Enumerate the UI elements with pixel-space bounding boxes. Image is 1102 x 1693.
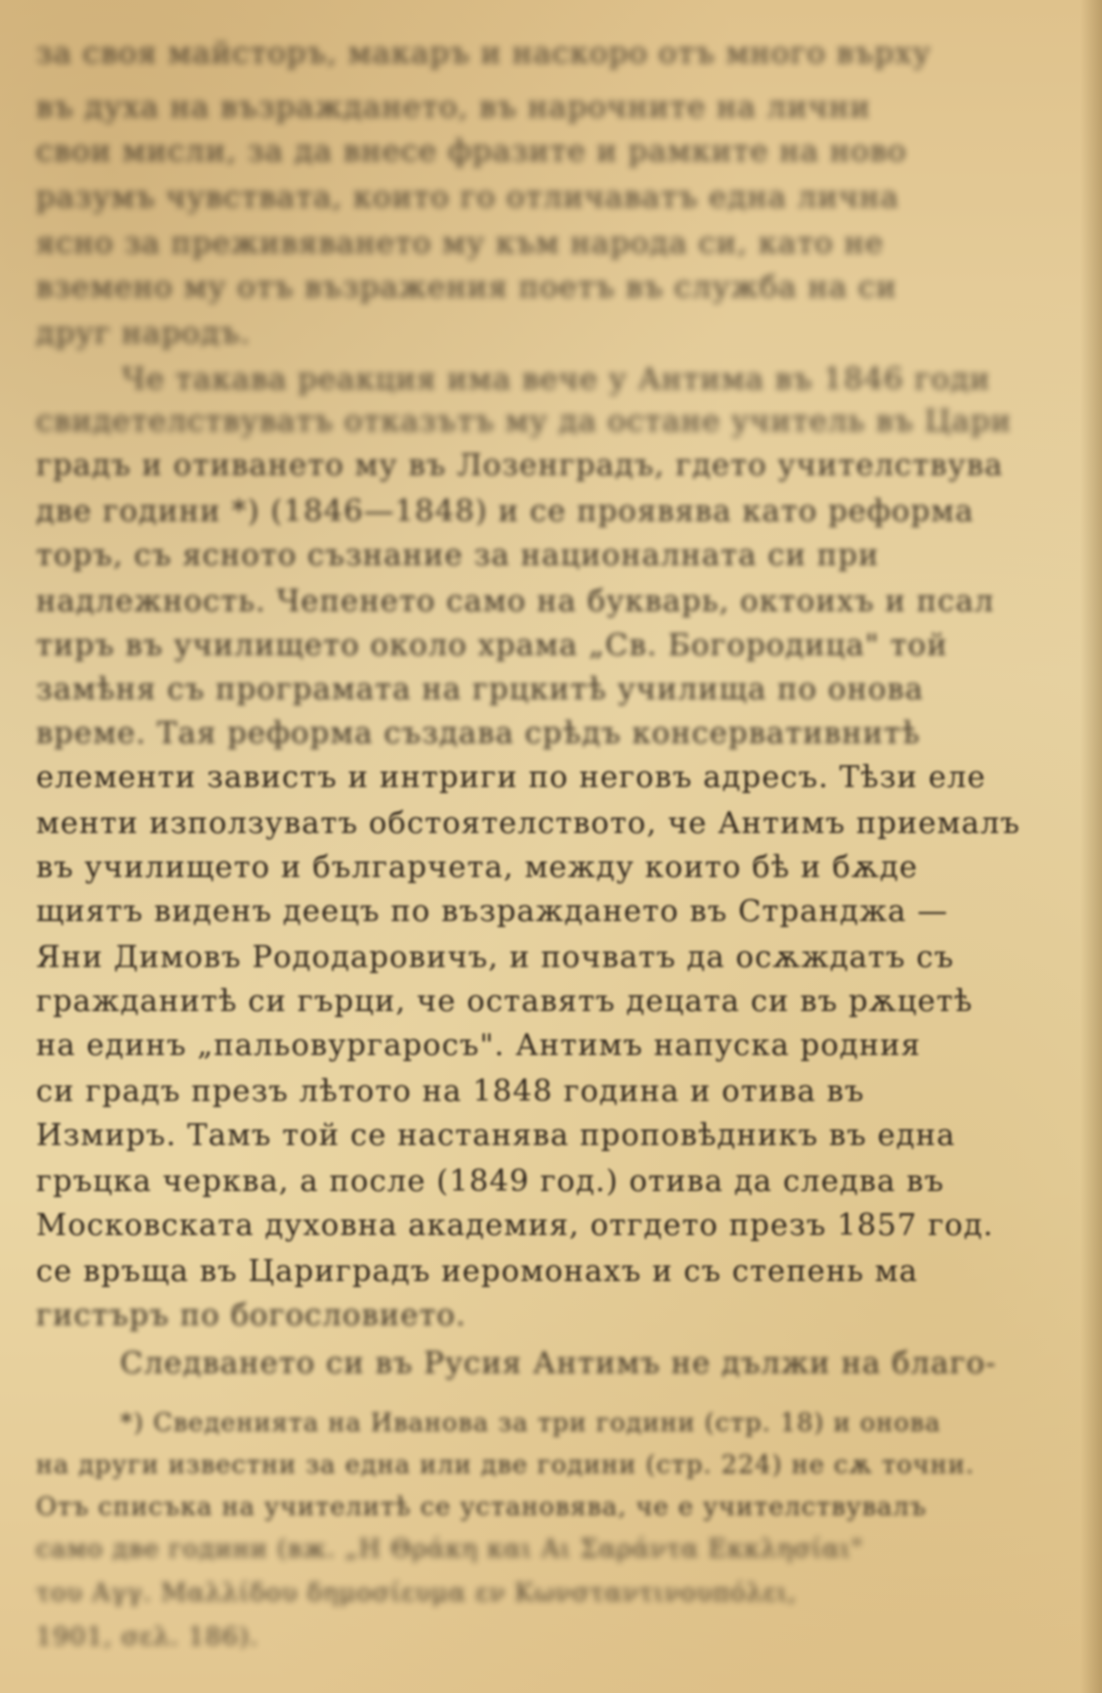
body-line: вземено му отъ възражения поетъ въ служба на си	[36, 270, 898, 305]
body-line: торъ, съ ясното съзнание за националната си при	[36, 538, 880, 573]
body-line: Измиръ. Тамъ той се настанява проповѣдникъ въ една	[36, 1118, 956, 1153]
body-line: време. Тая реформа създава срѣдъ консервативнитѣ	[36, 716, 921, 751]
body-line: се връща въ Цариградъ иеромонахъ и съ степень ма	[36, 1254, 919, 1289]
body-line: надлежность. Чепенето само на букварь, октоихъ и псал	[36, 584, 995, 619]
body-line: за своя майсторъ, макаръ и наскоро отъ много върху	[36, 36, 932, 71]
body-line: гражданитѣ си гърци, че оставятъ децата си въ рѫцетѣ	[36, 984, 973, 1019]
body-line: на единъ „пальовургаросъ". Антимъ напуска родния	[36, 1028, 921, 1063]
body-line: щиятъ виденъ деецъ по възраждането въ Странджа —	[36, 894, 949, 929]
footnote-line: на други известни за една или две години (стр. 224) не сѫ точни.	[36, 1450, 975, 1479]
body-line: Яни Димовъ Рододаровичъ, и почватъ да осѫждатъ съ	[36, 940, 955, 975]
body-line: друг народъ.	[36, 316, 251, 351]
body-line: Московската духовна академия, отгдето презъ 1857 год.	[36, 1208, 994, 1243]
body-line: тиръ въ училището около храма „Св. Богородица" той	[36, 628, 948, 663]
body-line: две години *) (1846—1848) и се проявява като реформа	[36, 494, 974, 529]
body-line: Следването си въ Русия Антимъ не дължи на благо-	[120, 1346, 997, 1381]
body-line: гръцка черква, а после (1849 год.) отива да следва въ	[36, 1164, 945, 1199]
body-line: ясно за преживяването му към народа си, като не	[36, 226, 884, 261]
footnote-line: του Αγγ. Μαλλίδου δημοσίευμα εν Κωνσταντινουπόλει,	[36, 1578, 797, 1607]
body-line: въ училището и българчета, между които бѣ и бѫде	[36, 850, 919, 885]
page-edge-shadow	[1080, 0, 1102, 1693]
body-line: градъ и отиването му въ Лозенградъ, гдето учителствува	[36, 448, 1004, 483]
body-line: замѣня съ програмата на грцкитѣ училища по онова	[36, 672, 924, 707]
footnote-line: 1901, σελ. 186).	[36, 1622, 259, 1651]
body-line: гистъръ по богословието.	[36, 1298, 467, 1333]
footnote-line: само две години (вж. „Η Θράκη και Αι Σαράντα Εκκλησίαι"	[36, 1534, 864, 1563]
footnote-line: *) Сведенията на Иванова за три години (стр. 18) и онова	[120, 1408, 941, 1437]
body-line: елементи завистъ и интриги по неговъ адресъ. Тѣзи еле	[36, 760, 986, 795]
body-line: менти използуватъ обстоятелството, че Антимъ приемалъ	[36, 806, 1021, 841]
body-line: свои мисли, за да внесе фразите и рамките на ново	[36, 134, 907, 169]
body-line: свидетелствуватъ отказътъ му да остане учитель въ Цари	[36, 404, 1012, 439]
body-line: разумъ чувствата, които го отличаватъ една лична	[36, 180, 900, 215]
body-line: си градъ презъ лѣтото на 1848 година и отива въ	[36, 1074, 865, 1109]
body-line: Че такава реакция има вече у Антима въ 1846 годи	[122, 362, 991, 397]
body-line: въ духа на възраждането, въ нарочните на лични	[36, 90, 871, 125]
footnote-line: Отъ списъка на учителитѣ се установява, че е учителствувалъ	[36, 1492, 927, 1521]
